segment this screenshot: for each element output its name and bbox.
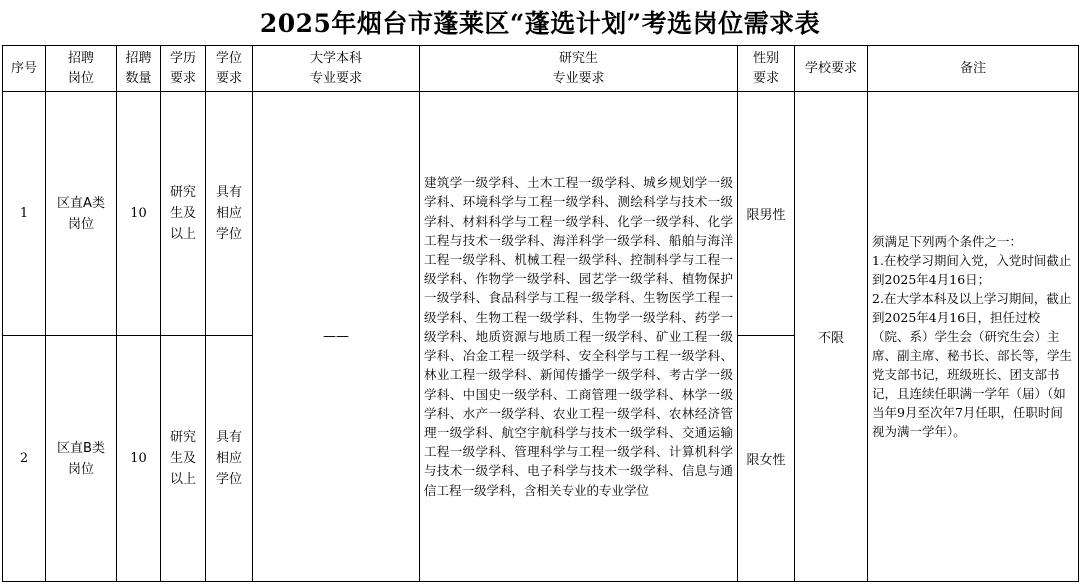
header-gender-line: 要求 — [752, 70, 779, 86]
remarks-line: 1.在校学习期间入党，入党时间截止到2025年4月16日； — [872, 253, 1072, 287]
remarks-line: 2.在大学本科及以上学习期间，截止到2025年4月16日，担任过校（院、系）学生会（研究生会）主席、副主席、秘书长、部长等，学生党支部书记，班级班长、团支部书记，且连续任职满一学年（届）（如当年9月至次年7月任职，任职时间视为满一学年）。 — [872, 291, 1073, 439]
education-line: 研究 — [169, 430, 196, 445]
post-line: 区直A类 — [57, 195, 105, 211]
header-count — [117, 46, 161, 92]
header-education-line: 学历 — [169, 50, 196, 66]
header-seq — [3, 46, 46, 92]
education-line: 生及 — [169, 206, 196, 221]
header-count-line: 数量 — [125, 70, 152, 86]
school-cell: 不限 — [795, 92, 868, 582]
education-cell — [161, 92, 206, 336]
degree-line: 具有 — [215, 185, 242, 200]
header-education — [161, 46, 206, 92]
grad-major-cell: 建筑学一级学科、土木工程一级学科、城乡规划学一级学科、环境科学与工程一级学科、测绘科学与技术一级学科、材料科学与工程一级学科、化学一级学科、化学工程与技术一级学科、海洋科学一级学科、船舶与海洋工程一级学科、机械工程一级学科、控制科学与工程一级学科、作物学一级学科、园艺学一级学科、植物保护一级学科、食品科学与工程一级学科、生物医学工程一级学科、生物工程一级学科、生物学一级学科、药学一级学科、地质资源与地质工程一级学科、矿业工程一级学科、冶金工程一级学科、安全科学与工程一级学科、林业工程一级学科、新闻传播学一级学科、考古学一级学科、中国史一级学科、工商管理一级学科、林学一级学科、水产一级学科、农业工程一级学科、农林经济管理一级学科、航空宇航科学与技术一级学科、交通运输工程一级学科、管理科学与工程一级学科、计算机科学与技术一级学科、电子科学与技术一级学科、信息与通信工程一级学科，含相关专业的专业学位 — [420, 92, 738, 582]
remarks-cell — [868, 92, 1079, 582]
header-count-line: 招聘 — [125, 50, 152, 66]
undergrad-major-cell — [253, 92, 420, 582]
degree-cell — [206, 336, 253, 582]
header-remarks — [868, 46, 1079, 92]
degree-line: 学位 — [215, 472, 242, 487]
post-line: 区直B类 — [57, 440, 105, 456]
degree-cell — [206, 92, 253, 336]
header-undergrad — [253, 46, 420, 92]
header-gender-line: 性别 — [752, 50, 779, 66]
page-title: 2025年烟台市蓬莱区“蓬选计划”考选岗位需求表 — [259, 9, 821, 38]
header-school-label: 学校要求 — [804, 60, 857, 76]
requirements-table — [2, 45, 1079, 582]
post-line: 岗位 — [67, 216, 94, 232]
count-cell: 10 — [117, 336, 161, 582]
header-post — [46, 46, 117, 92]
header-gender — [738, 46, 795, 92]
degree-line: 相应 — [215, 206, 242, 221]
header-school — [795, 46, 868, 92]
degree-line: 具有 — [215, 430, 242, 445]
header-post-line: 招聘 — [67, 50, 94, 66]
gender-cell: 限女性 — [738, 336, 795, 582]
education-line: 生及 — [169, 451, 196, 466]
remarks-line: 须满足下列两个条件之一： — [872, 234, 1023, 249]
degree-line: 学位 — [215, 227, 242, 242]
header-remarks-label: 备注 — [959, 60, 986, 76]
header-post-line: 岗位 — [67, 70, 94, 86]
count-cell: 10 — [117, 92, 161, 336]
education-cell — [161, 336, 206, 582]
header-seq-label: 序号 — [10, 60, 37, 76]
education-line: 以上 — [169, 472, 196, 487]
dash-mark: —— — [323, 329, 349, 344]
education-line: 研究 — [169, 185, 196, 200]
header-degree-line: 要求 — [215, 70, 242, 86]
degree-line: 相应 — [215, 451, 242, 466]
education-line: 以上 — [169, 227, 196, 242]
header-row — [3, 46, 1079, 92]
seq-cell: 1 — [3, 92, 46, 336]
header-grad — [420, 46, 738, 92]
post-cell — [46, 92, 117, 336]
gender-cell: 限男性 — [738, 92, 795, 336]
header-undergrad-line: 专业要求 — [309, 70, 362, 86]
seq-cell: 2 — [3, 336, 46, 582]
header-education-line: 要求 — [169, 70, 196, 86]
header-degree-line: 学位 — [215, 50, 242, 66]
table-row — [3, 92, 1079, 336]
post-cell — [46, 336, 117, 582]
header-undergrad-line: 大学本科 — [309, 50, 362, 66]
header-grad-line: 研究生 — [558, 50, 598, 66]
post-line: 岗位 — [67, 461, 94, 477]
header-degree — [206, 46, 253, 92]
header-grad-line: 专业要求 — [552, 70, 605, 86]
